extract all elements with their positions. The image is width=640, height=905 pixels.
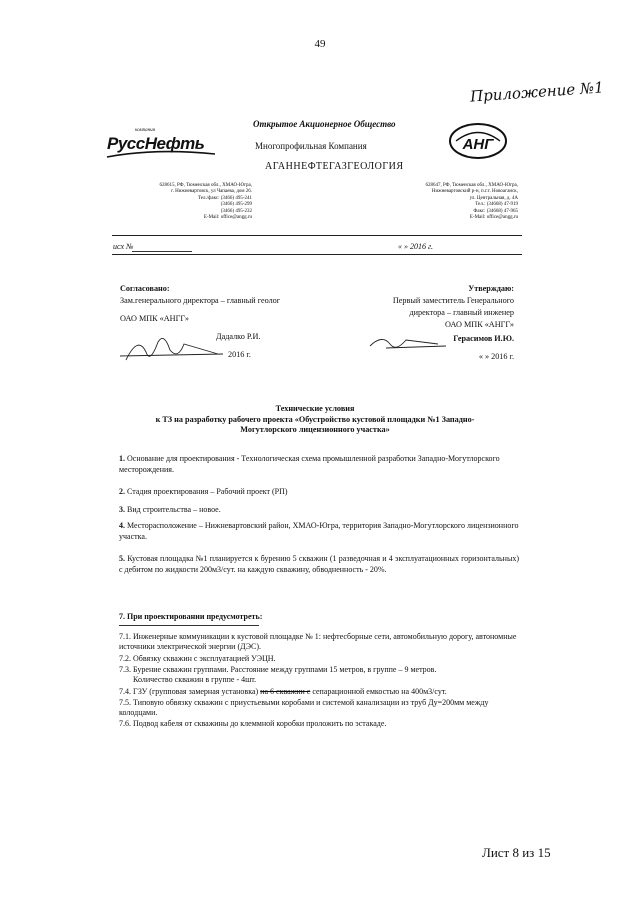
ref-underline: [132, 251, 192, 252]
address-line: Факс: (34668) 47-965: [473, 208, 518, 214]
section-7-heading: 7. При проектировании предусмотреть:: [119, 612, 263, 621]
header-divider: [112, 235, 522, 236]
approve-date: « » 2016 г.: [478, 352, 514, 361]
appendix-note: Приложение №1: [469, 78, 605, 106]
title-line-1: Технические условия: [275, 404, 355, 413]
address-line: (3466) 495-232: [220, 208, 252, 214]
sheet-counter: Лист 8 из 15: [482, 845, 551, 860]
org-kind: Многопрофильная Компания: [255, 141, 367, 151]
agree-org: ОАО МПК «АНГГ»: [120, 314, 189, 323]
address-right: [378, 183, 518, 221]
sub-item-7-3-count: Количество скважин в группе - 4шт.: [133, 675, 257, 684]
approve-org: ОАО МПК «АНГГ»: [445, 320, 514, 329]
address-left: [112, 183, 252, 221]
approve-position-2: директора – главный инженер: [409, 308, 514, 317]
item-text: Основание для проектирования - Технологическая схема промышленной разработки Западно-Могутлорского месторождения.: [119, 454, 500, 474]
item-text: Месторасположение – Нижневартовский район, ХМАО-Югра, территория Западно-Могутлорского лицензионного участка.: [119, 521, 519, 541]
title-line-3: Могутлорского лицензионного участка»: [240, 425, 390, 434]
russneft-logo: [105, 128, 225, 160]
angg-logo: [448, 122, 508, 160]
header-divider-bottom: [112, 254, 522, 255]
ref-date: « » 2016 г.: [398, 242, 434, 251]
address-line: Нижневартовский р-н, п.г.т. Новоаганск,: [431, 189, 518, 195]
sub-item-7-4: [119, 687, 519, 697]
item-number: 1.: [119, 454, 125, 463]
address-line: E-Mail: office@angg.ru: [203, 215, 252, 221]
logo-main-text: РуссНефть: [107, 134, 205, 153]
svg-text:АНГ: АНГ: [462, 136, 494, 153]
sub-item-7-4-struck: на 6 скважин с: [260, 687, 311, 696]
list-item: [119, 453, 519, 475]
sub-item-7-2: 7.2. Обвязку скважин с эксплуатацией УЭЦН.: [119, 654, 276, 663]
item-number: 5.: [119, 554, 125, 563]
agree-signature: [118, 330, 228, 370]
address-line: E-Mail: office@angg.ru: [469, 215, 518, 221]
address-line: г. Нижневартовск, ул Чапаева, дом 26.: [171, 189, 252, 195]
list-item: [119, 520, 519, 542]
page-number: 49: [314, 38, 326, 50]
logo-swoosh-icon: [105, 128, 225, 160]
agree-position: Зам.генерального директора – главный геолог: [120, 296, 281, 305]
list-item: [119, 486, 288, 497]
item-text: Кустовая площадка №1 планируется к бурению 5 скважин (1 разведочная и 4 эксплуатационных горизонтальных) с дебитом по жидкости 200м3/сут. на каждую скважину, обводненность - 20%.: [119, 554, 520, 574]
logo-small-text: компания: [135, 128, 155, 133]
title-line-2: к ТЗ на разработку рабочего проекта «Обустройство кустовой площадки №1 Западно-: [155, 414, 475, 424]
address-line: (3466) 495-299: [220, 202, 252, 208]
address-line: 628647, РФ, Тюменская обл., ХМАО-Югра,: [425, 183, 518, 188]
item-number: 2.: [119, 487, 125, 496]
agree-heading: Согласовано:: [120, 284, 170, 293]
item-text: Стадия проектирования – Рабочий проект (РП): [127, 487, 288, 496]
agree-name: Дадалко Р.И.: [216, 332, 261, 341]
item-number: 3.: [119, 505, 125, 514]
document-title: [100, 404, 530, 436]
sub-item-7-5: 7.5. Типовую обвязку скважин с приустьевыми коробами и системой канализации из труб Ду=200мм между колодцами.: [119, 698, 489, 717]
address-line: 628615, РФ, Тюменская обл., ХМАО-Югра,: [159, 183, 252, 188]
org-name: АГАННЕФТЕГАЗГЕОЛОГИЯ: [265, 161, 404, 172]
agree-date: 2016 г.: [228, 350, 251, 359]
outgoing-ref: исх №: [113, 242, 134, 251]
approve-signature: [366, 332, 456, 354]
address-line: ул. Центральная, д. 4А: [469, 195, 518, 201]
sub-item-7-4-post: сепарационной емкостью на 400м3/сут.: [310, 687, 447, 696]
section-7-underline: [119, 625, 259, 626]
address-line: Тел./факс: (3466) 495-241: [197, 195, 252, 201]
sub-item-7-6: 7.6. Подвод кабеля от скважины до клеммной коробки проложить по эстакаде.: [119, 719, 387, 728]
sub-item-7-1: 7.1. Инженерные коммуникации к кустовой площадке № 1: нефтесборные сети, автомобильную дорогу, автономные источники электрической энергии (ДЭС).: [119, 632, 517, 651]
sub-item-7-3: 7.3. Бурение скважин группами. Расстояние между группами 15 метров, в группе – 9 метров.: [119, 665, 437, 674]
address-line: Тел.: (34668) 47-919: [475, 202, 518, 208]
item-text: Вид строительства – новое.: [127, 505, 221, 514]
approve-name: Герасимов И.Ю.: [453, 334, 514, 343]
approve-position-1: Первый заместитель Генерального: [392, 296, 514, 305]
list-item: [119, 553, 519, 575]
list-item: [119, 504, 221, 515]
org-type: Открытое Акционерное Общество: [253, 119, 396, 129]
item-number: 4.: [119, 521, 125, 530]
approve-heading: Утверждаю:: [468, 284, 514, 293]
sub-item-7-4-pre: 7.4. ГЗУ (групповая замерная установка): [119, 687, 261, 696]
